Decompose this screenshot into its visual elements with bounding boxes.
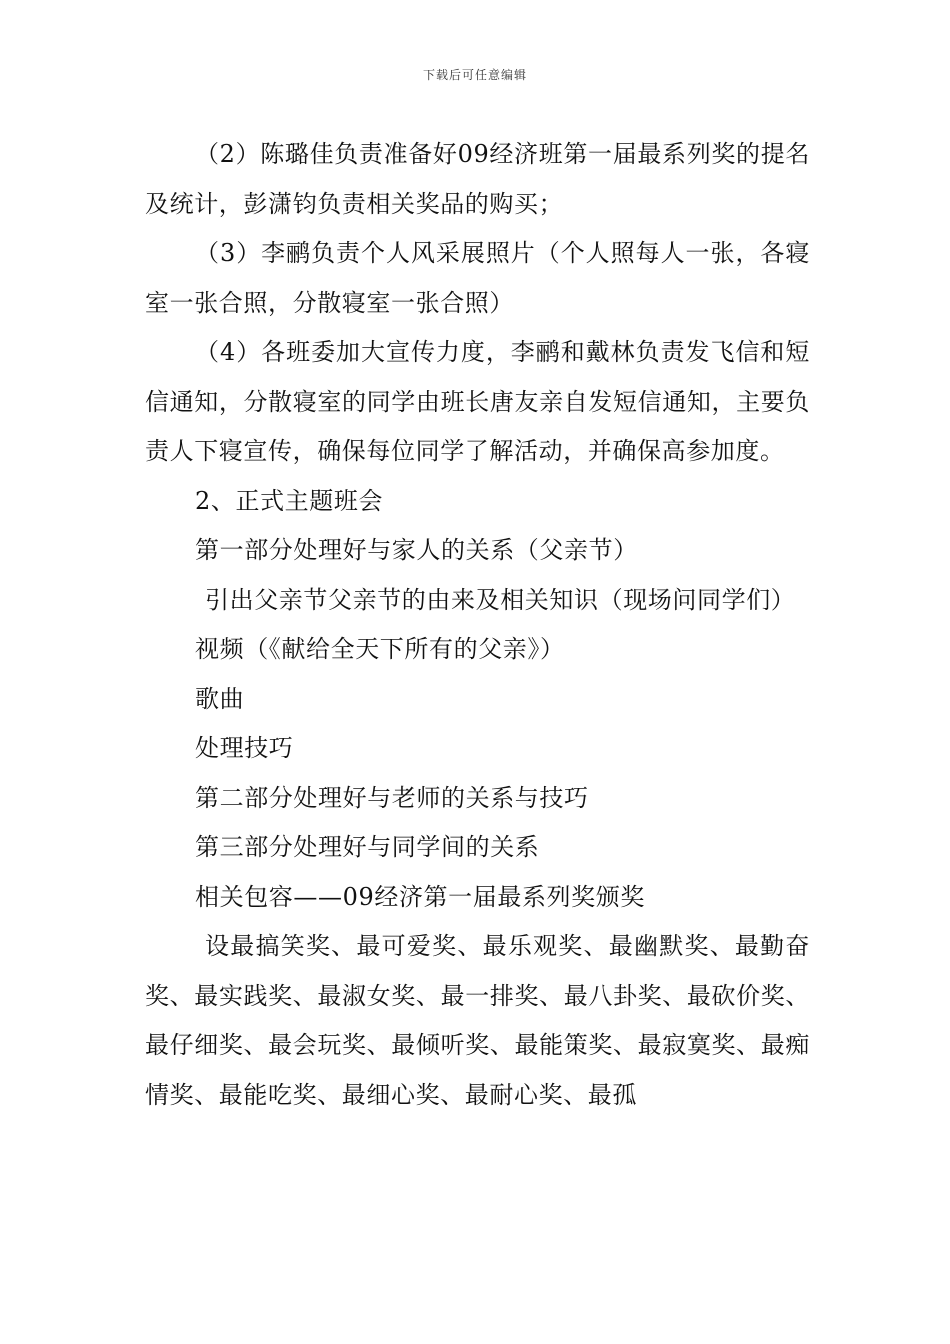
item-song: 歌曲	[195, 684, 245, 713]
paragraph-fathers-day-intro: 引出父亲节父亲节的由来及相关知识（现场问同学们）	[205, 585, 796, 614]
document-body	[145, 130, 810, 1120]
part-two-heading: 第二部分处理好与老师的关系与技巧	[195, 783, 589, 812]
paragraph-task-4: （4）各班委加大宣传力度，李鹂和戴林负责发飞信和短信通知，分散寝室的同学由班长唐友亲自发短信通知，主要负责人下寝宣传，确保每位同学了解活动，并确保高参加度。	[145, 338, 810, 465]
paragraph-task-3: （3）李鹂负责个人风采展照片（个人照每人一张，各寝室一张合照，分散寝室一张合照）	[145, 239, 810, 317]
item-awards-ceremony: 相关包容——09经济第一届最系列奖颁奖	[195, 882, 645, 911]
item-techniques: 处理技巧	[195, 734, 294, 762]
paragraph-task-2: （2）陈璐佳负责准备好09经济班第一届最系列奖的提名及统计，彭潇钧负责相关奖品的购买；	[145, 140, 810, 218]
section-heading-formal-meeting: 2、正式主题班会	[195, 486, 384, 515]
item-video: 视频（《献给全天下所有的父亲》）	[195, 635, 565, 663]
paragraph-award-list: 设最搞笑奖、最可爱奖、最乐观奖、最幽默奖、最勤奋奖、最实践奖、最淑女奖、最一排奖、最八卦奖、最砍价奖、最仔细奖、最会玩奖、最倾听奖、最能策奖、最寂寞奖、最痴情奖、最能吃奖、最细心奖、最耐心奖、最孤	[145, 932, 810, 1109]
part-one-heading: 第一部分处理好与家人的关系（父亲节）	[195, 536, 638, 564]
page-header-note: 下载后可任意编辑	[422, 68, 527, 82]
part-three-heading: 第三部分处理好与同学间的关系	[195, 833, 540, 861]
